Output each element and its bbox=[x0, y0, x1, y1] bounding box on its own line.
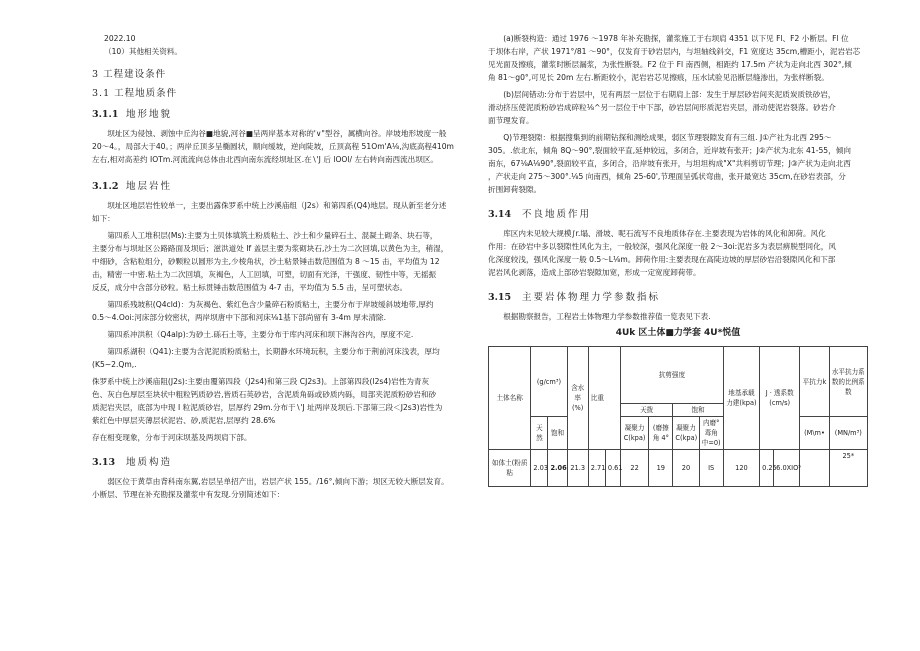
table-cell: 0.61 bbox=[605, 450, 620, 487]
paragraph-line: 角 81～g0°,可见长 20m 左右.断距较小，泥岩岩芯见擦痕，压水试验见沿断层缝渗出，为张样断裂。 bbox=[488, 73, 829, 82]
paragraph-line: 化深度较浅，强风化深度一般 0.5～L⅛m。卸荷作用:主要表现在高陡边坡的厚层砂岩沿裂隙风化和下部 bbox=[488, 255, 836, 264]
heading-3-1-1 bbox=[92, 108, 472, 121]
table-cell: 2.06 bbox=[548, 450, 567, 487]
paragraph-line: 见光面及擦痕，灌浆时断层漏浆，为张性断裂。F2 位于 Fl 南西侧，相距约 17.5m 产状为走向北西 302°,倾 bbox=[488, 60, 852, 69]
section-3-1-heading: 3.1 工程地质条件 bbox=[92, 88, 178, 99]
heading-number: 3.13 bbox=[92, 457, 116, 468]
table-title: 4Uk 区土体■力学套 4U*悦值 bbox=[615, 328, 741, 338]
paragraph-line: 中细砂，含粘粒组分，砂颗粒以圆形为主,少棱角状，沙土粘景锤击数范围值为 8 ～15 击，平均值为 12 bbox=[92, 257, 440, 266]
paragraph-line: 南东，67⅛A⅛90°,裂面较平直，多闭合，沿岸坡有张开，与坦坦构成"X"共料剪切节理；J③产状为走向北西 bbox=[488, 159, 851, 168]
paragraph-line: 小断层、节理在补充勘探及灌浆中有发现.分别简述如下： bbox=[92, 490, 285, 499]
heading-title: 主要岩体物理力学参数指标 bbox=[522, 292, 661, 303]
date-line: 2022.10 bbox=[104, 34, 136, 43]
col-header-name: 土体名称 bbox=[489, 347, 531, 450]
paragraph-line: 色、灰白色厚层至块状中粗粒钙质砂岩,皆质石英砂岩，含泥质角砾或砂质内砾，局部夹泥质粉砂岩和砂 bbox=[92, 390, 437, 399]
table-cell bbox=[800, 450, 829, 487]
paragraph-line: 于坝体右岸，产状 1971°/81 ～90°，仅发育于砂岩层内，与坦轴线斜交，F1 宽度达 35cm,槽距小，泥岩岩芯 bbox=[488, 47, 861, 56]
paragraph-line: 滑动挤压使泥质粉砂岩成碎粒⅛^另一层位于中下部，砂岩层间形质泥岩夹层，滑动使泥岩裂落。砂岩介 bbox=[488, 103, 836, 112]
paragraph-line: (b)层间错动:分布于岩层中，见有两层一层位于右期肩上部：发生于厚层砂岩间夹泥质炭质铁砂岩， bbox=[503, 90, 836, 99]
paragraph-line: (a)断裂构造：通过 1976 ～1978 年补充勘探，灌浆施工于右坝肩 4351 以下见 Fl、F2 小断层。Fl 位 bbox=[503, 34, 849, 43]
col-header-permeability: J · 透系数(cm/s) bbox=[760, 347, 800, 450]
parameters-table bbox=[488, 346, 868, 487]
paragraph-line: 库区内未见较大规模∫r.塌、滑坡、呢石流写不良地质体存在.主要表现为岩体的风化和卸荷。风化 bbox=[503, 229, 826, 238]
heading-title: 地形地貌 bbox=[126, 109, 173, 120]
paragraph-line: 主要分布与坝址区公路路面及坝后；滋洪道处 If 盖层主要为浆砌块石,沙土为二次回填,以黄色为主，稍湿， bbox=[92, 244, 449, 253]
section-3-heading: 3 工程建设条件 bbox=[92, 69, 167, 80]
paragraph-line: 弱区位于黄草由背科南东翼,岩层呈单招产出，岩层产状 155。/16°,倾向下游；坝区无较大断层发育。 bbox=[107, 477, 449, 486]
paragraph-line: 作用：在砂岩中多以裂隙性风化为主，一般较深，强风化深度一般 2～3oi:泥岩多为表层痹脱型同化，风 bbox=[488, 242, 836, 251]
sub-header-friction-2: 内磨°毒角中=0) bbox=[699, 417, 723, 450]
paragraph-line: 坝址区为侵蚀、剥蚀中丘沟谷■地貌,河谷■呈两岸基本对称的'∨"型谷，属横向谷。岸坡地形坡度一般 bbox=[107, 129, 447, 138]
table-cell: 20 bbox=[673, 450, 699, 487]
paragraph-line: 紫红色中厚层夹薄层状泥岩、砂,质泥岩,层厚约 28.6% bbox=[92, 416, 276, 425]
paragraph-line: 第四系冲洪积（Q4alp):为砂土.砾石土等，主要分布于库内河床和坝下淋沟谷内，厚度不定. bbox=[107, 330, 414, 339]
table-cell: IS bbox=[699, 450, 723, 487]
heading-title: 地层岩性 bbox=[126, 181, 173, 192]
heading-number: 3.15 bbox=[488, 292, 512, 303]
paragraph-line: 如下： bbox=[92, 214, 115, 223]
paragraph-line: 折围卸荷裂隙。 bbox=[488, 185, 542, 194]
col-header-k: 平抗力k bbox=[800, 347, 829, 417]
sub-header-natural-state: 天拨 bbox=[620, 404, 672, 417]
right-column bbox=[488, 32, 868, 487]
paragraph-line: 反反，成分中含部分砂粒。粘土标贯锤击数范围值为 4-7 击，平均值为 5.5 击，呈可塑状态。 bbox=[92, 283, 408, 292]
table-cell: 19 bbox=[649, 450, 673, 487]
paragraph-line: 泥岩风化剥落，造成上部砂岩裂隙加宽，形成一定宽度卸荷带。 bbox=[488, 268, 701, 277]
paragraph-line: 0.5～4.Ooi:河床部分较密状，两岸坝唐中下部和河床⅛1基下部尚留有 3-4m 厚未清除. bbox=[92, 313, 387, 322]
sub-header-cohesion-2: 凝聚力C(kpa) bbox=[673, 417, 699, 450]
heading-3-1-2 bbox=[92, 180, 472, 193]
heading-3-1-3 bbox=[92, 456, 472, 469]
unit-k: (M\m• bbox=[800, 417, 829, 450]
table-row bbox=[489, 450, 868, 487]
paragraph-line: 根据勘察报告，工程岩土体物理力学参数推荐值一览表见下表. bbox=[503, 312, 711, 321]
sub-header-cohesion-1: 凝聚力C(kpa) bbox=[620, 417, 648, 450]
paragraph-line: 第四系人工堆积层(Ms):主要为土贝体填筑土粉质粘土、沙土和少量碎石土、混凝土砌条、块石等， bbox=[107, 231, 438, 240]
paragraph-line: 第四系残坡积(Q4cld)：为灰褐色、紫红色含少量碎石粉质粘土，主要分布于岸坡缓斜坡地带,厚约 bbox=[107, 300, 434, 309]
paragraph-line: 质泥岩夹层，底部为中现 I 粒泥质砂岩，层厚约 29m.分布于∖'J 址两岸及坝后.下部第三段＜J2s3)岩性为 bbox=[92, 403, 443, 412]
table-cell: 21.3 bbox=[567, 450, 588, 487]
table-cell: 2.03 bbox=[531, 450, 548, 487]
paragraph-line: 305。.依北东，倾角 8Q～90°,裂面较平直,延伸较远，多闭合，近岸坡有张开；J②产状为北东 41-55，倾向 bbox=[488, 146, 851, 155]
paragraph-line: 20～4。，局部大于40。；两岸丘顶多呈椭圆状，顺向缓坡，逆向陡坡，丘顶高程 51Om'A⅛,沟底高程410m bbox=[92, 142, 454, 151]
heading-number: 3.1.1 bbox=[92, 109, 119, 120]
paragraph-line: ，产状走向 275～300°.⅛5 向南西，倾角 25-60',节理面呈弧状弯曲，张开最宽达 35cm,在砂岩表部，分 bbox=[488, 172, 846, 181]
col-header-density: (g/cm³) bbox=[531, 347, 567, 417]
sub-header-friction-1: (磨擦角 4° bbox=[649, 417, 673, 450]
table-cell: 6.0XIO⁵ bbox=[774, 450, 800, 487]
paragraph-line: Q)节理裂隙：根据搜集到的前期钻探和测绘成果，弱区节理裂隙发育有三组. J①产社为北西 295～ bbox=[503, 133, 832, 142]
unit-khor: (MN/m³) bbox=[829, 417, 867, 450]
col-header-bearing: 地基承载力建(kpa) bbox=[723, 347, 759, 450]
heading-title: 地质构造 bbox=[126, 457, 173, 468]
left-column bbox=[92, 32, 472, 501]
table-cell: 22 bbox=[620, 450, 648, 487]
heading-3-14 bbox=[488, 208, 868, 221]
heading-number: 3.1.2 bbox=[92, 181, 119, 192]
table-cell: 2.71 bbox=[588, 450, 605, 487]
paragraph-line: 左右,相对高差约 IOTm.河流流向总体由北西向南东流经坝址区.在∖'J 后 lOOl/ 左右转向南西流出坝区。 bbox=[92, 155, 439, 164]
table-cell: 25* bbox=[829, 450, 867, 487]
paragraph-line: 第四系湖积（Q41):主要为含泥泥质粉质粘土，长期静水环境玩积，主要分布于荆前河床浅表，厚均 bbox=[107, 347, 440, 356]
paragraph-line: 存在相变现象，分布于河床坝基及两坝肩下部。 bbox=[92, 433, 252, 442]
col-header-khor: 水平抗力系数的比例系数 bbox=[829, 347, 867, 417]
sub-header-saturated: 饱和 bbox=[548, 417, 567, 450]
heading-number: 3.14 bbox=[488, 209, 512, 220]
paragraph-line: 击，精密一中密.粘土为二次回填，灰褐色，人工回填，可塑，切面有光泽，干强度、韧性中等，无摇振 bbox=[92, 270, 437, 279]
item-10: （10）其他相关资料。 bbox=[104, 47, 183, 56]
col-header-ratio: 比重 bbox=[588, 347, 620, 450]
paragraph-line: 坝址区地层岩性较单一，主要出露侏罗系中统上沙溪庙组（J2s）和第四系(Q4)地层。现从新至老分述 bbox=[107, 201, 447, 210]
paragraph-line: (K5~2.Qm,. bbox=[92, 360, 137, 369]
heading-title: 不良地质作用 bbox=[522, 209, 592, 220]
table-cell: 如体土(粉质粘 bbox=[489, 450, 531, 487]
table-cell: 0.25 bbox=[760, 450, 774, 487]
heading-3-15 bbox=[488, 291, 868, 304]
col-header-shear: 抗剪强度 bbox=[620, 347, 723, 404]
paragraph-line: 面节理发育。 bbox=[488, 116, 534, 125]
col-header-water: 含水率(%) bbox=[567, 347, 588, 450]
table-cell: 120 bbox=[723, 450, 759, 487]
paragraph-line: 侏罗系中统上沙溪庙阻(J2s):主要由覆第四段（J2s4)和第三段 CJ2s3)。上部第四段(l2s4)岩性为青灰 bbox=[92, 377, 430, 386]
sub-header-saturated-state: 饱和 bbox=[673, 404, 723, 417]
sub-header-natural: 天然 bbox=[531, 417, 548, 450]
